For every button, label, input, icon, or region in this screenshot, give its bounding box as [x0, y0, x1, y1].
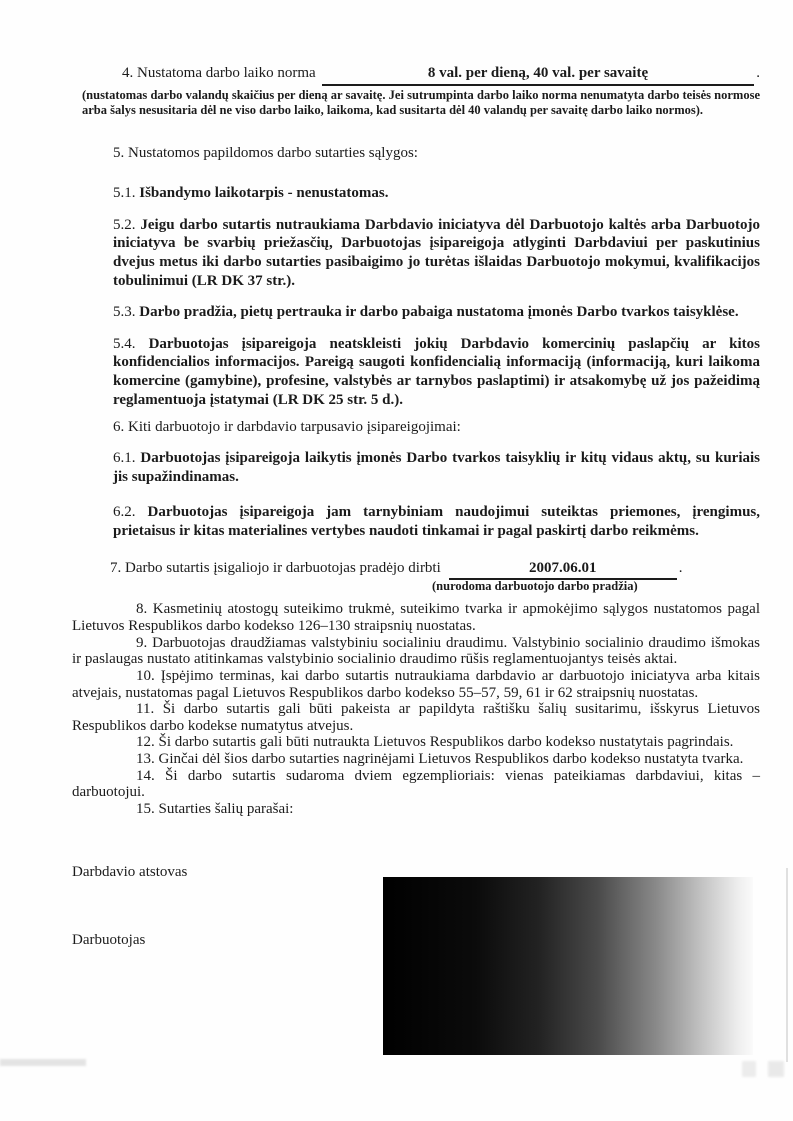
clause-5-heading [113, 144, 760, 162]
clause-7-lead-text: 7. Darbo sutartis įsigaliojo ir darbuotojas pradėjo dirbti [110, 559, 441, 576]
scan-page-edge-line [786, 868, 788, 1062]
clause-5-3-number: 5.3. [113, 304, 136, 321]
clause-6-2 [113, 503, 760, 540]
clause-7-filled-date: 2007.06.01 [449, 559, 677, 581]
clause-6-1 [113, 449, 760, 486]
clause-5-2 [113, 216, 760, 290]
clause-9: 9. Darbuotojas draudžiamas valstybiniu socialiniu draudimu. Valstybinio socialinio draudimo išmokas ir paslaugas nustato atitinkamas valstybinio socialinio draudimo rūšis reglamentuojantys teisės aktai. [72, 634, 760, 668]
clause-5-4-text: Darbuotojas įsipareigoja neatskleisti jokių Darbdavio komercinių paslapčių ar kitos konfidencialios informacijos. Pareigą saugoti konfidencialią informaciją (informaciją, kuri laikoma komercine (gamybine), profesine, valstybės ar tarnybos paslaptimi) ir atsakomybę už jos pažeidimą reglamentuoja įstatymai (LR DK 25 str. 5 d.). [113, 335, 761, 408]
clause-7-footnote: (nurodoma darbuotojo darbo pradžia) [432, 578, 638, 593]
clause-11: 11. Ši darbo sutartis gali būti pakeista ar papildyta raštišku šalių susitarimu, išskyrus Lietuvos Respublikos darbo kodekse numatytus atvejus. [72, 701, 760, 734]
clause-5-4 [113, 335, 760, 409]
clause-5-3-text: Darbo pradžia, pietų pertrauka ir darbo pabaiga nustatoma įmonės Darbo tvarkos taisyklėse. [139, 304, 739, 321]
clause-4-worktime-line [72, 64, 760, 86]
clause-5-1-text: Išbandymo laikotarpis - nenustatomas. [139, 185, 389, 202]
clause-5-3 [113, 303, 760, 322]
clause-15: 15. Sutarties šalių parašai: [136, 801, 294, 817]
clause-4-period: . [756, 65, 760, 81]
clause-6-text: Kiti darbuotojo ir darbdavio tarpusavio įsipareigojimai: [128, 419, 461, 436]
clause-5-2-text: Jeigu darbo sutartis nutraukiama Darbdavio iniciatyva dėl Darbuotojo kaltės arba Darbuotojo iniciatyva be svarbių priežasčių, Darbuotojas įsipareigoja atlyginti Darbdaviui per paskutinius dvejus metus iki darbo sutarties pasibaigimo jo turėtas išlaidas Darbuotojo mokymui, kvalifikacijos tobulinimui (LR DK 37 str.). [113, 216, 760, 289]
employer-signature-label: Darbdavio atstovas [72, 863, 188, 880]
clause-6-1-text: Darbuotojas įsipareigoja laikytis įmonės Darbo tvarkos taisyklių ir kitų vidaus aktų, su kuriais jis supažindinamas. [113, 450, 760, 485]
clause-6-2-number: 6.2. [113, 504, 136, 521]
clause-7-period: . [678, 559, 683, 576]
clause-6-number: 6. [113, 419, 125, 436]
clause-5-number: 5. [113, 145, 125, 162]
clause-5-1 [113, 184, 760, 203]
clause-4-lead-text: 4. Nustatoma darbo laiko norma [122, 65, 316, 81]
clauses-8-to-15 [72, 601, 760, 817]
clause-8: 8. Kasmetinių atostogų suteikimo trukmė, suteikimo tvarka ir apmokėjimo sąlygos nustatomos pagal Lietuvos Respublikos darbo kodekso 126–130 straipsnių nuostatas. [72, 601, 760, 634]
clause-5-1-number: 5.1. [113, 185, 136, 202]
clause-6-2-text: Darbuotojas įsipareigoja jam tarnybiniam naudojimui suteiktas priemones, įrengimus, prietaisus ir kitas materialines vertybes naudoti tinkamai ir pagal paskirtį darbo reikmėms. [113, 504, 760, 539]
clause-7-startdate-line [110, 559, 760, 593]
clause-12: 12. Ši darbo sutartis gali būti nutraukta Lietuvos Respublikos darbo kodekso nustatytais pagrindais. [136, 734, 734, 751]
scan-smudge-bottom-right-1 [742, 1061, 756, 1077]
scan-smudge-bottom-left [0, 1059, 86, 1066]
scan-smudge-bottom-right-2 [768, 1061, 784, 1077]
clause-5-4-number: 5.4. [113, 335, 136, 352]
clause-4-footnote: (nustatomas darbo valandų skaičius per dieną ar savaitę. Jei sutrumpinta darbo laiko norma nenumatyta darbo teisės normose arba šalys nesusitaria dėl ne viso darbo laiko, laikoma, kad susitarta dėl 40 valandų per savaitę darbo laiko normos). [82, 87, 760, 117]
scan-gradient-artifact [383, 877, 753, 1055]
clause-5-2-number: 5.2. [113, 216, 136, 233]
clause-10: 10. Įspėjimo terminas, kai darbo sutartis nutraukiama darbdavio ar darbuotojo iniciatyva arba kitais atvejais, nustatomas pagal Lietuvos Respublikos darbo kodekso 55–57, 59, 61 ir 62 straipsnių nuostatas. [72, 667, 760, 701]
clause-13: 13. Ginčai dėl šios darbo sutarties nagrinėjami Lietuvos Respublikos darbo kodekso nustatyta tvarka. [136, 751, 744, 768]
clause-4-filled-value: 8 val. per dieną, 40 val. per savaitę [322, 64, 755, 86]
clause-6-1-number: 6.1. [113, 450, 136, 467]
employee-signature-label: Darbuotojas [72, 931, 146, 948]
clause-6-heading [113, 418, 760, 436]
clause-14: 14. Ši darbo sutartis sudaroma dviem egzemplioriais: vienas pateikiamas darbdaviui, kitas – darbuotojui. [72, 767, 760, 801]
clause-5-text: Nustatomos papildomos darbo sutarties sąlygos: [128, 145, 418, 162]
